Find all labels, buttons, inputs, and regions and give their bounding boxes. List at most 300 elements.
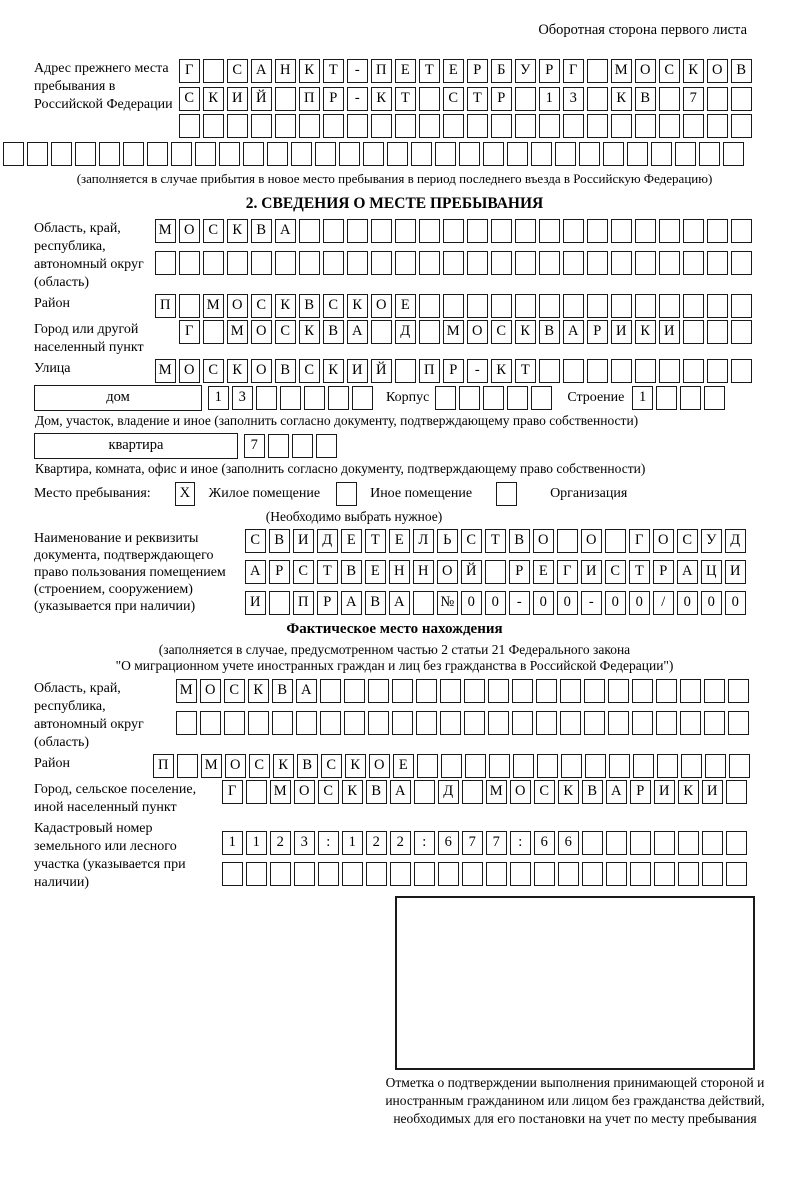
char-cell[interactable] bbox=[702, 862, 723, 886]
char-cell[interactable] bbox=[491, 114, 512, 138]
char-cell[interactable] bbox=[462, 780, 483, 804]
char-cell[interactable] bbox=[171, 142, 192, 166]
char-cell[interactable] bbox=[659, 251, 680, 275]
char-cell[interactable]: 1 bbox=[208, 386, 229, 410]
char-cell[interactable]: С bbox=[179, 87, 200, 111]
char-cell[interactable] bbox=[611, 219, 632, 243]
char-cell[interactable]: В bbox=[323, 320, 344, 344]
char-cell[interactable]: 1 bbox=[342, 831, 363, 855]
char-cell[interactable]: Е bbox=[393, 754, 414, 778]
char-cell[interactable]: И bbox=[702, 780, 723, 804]
char-cell[interactable]: Д bbox=[438, 780, 459, 804]
char-cell[interactable] bbox=[291, 142, 312, 166]
char-cell[interactable] bbox=[558, 862, 579, 886]
char-cell[interactable]: С bbox=[275, 320, 296, 344]
char-cell[interactable] bbox=[633, 754, 654, 778]
char-cell[interactable] bbox=[728, 711, 749, 735]
char-cell[interactable]: И bbox=[347, 359, 368, 383]
char-cell[interactable] bbox=[563, 114, 584, 138]
char-cell[interactable] bbox=[539, 359, 560, 383]
char-cell[interactable]: В bbox=[509, 529, 530, 553]
char-cell[interactable]: Й bbox=[461, 560, 482, 584]
char-cell[interactable] bbox=[675, 142, 696, 166]
char-cell[interactable]: 1 bbox=[632, 386, 653, 410]
char-cell[interactable] bbox=[459, 386, 480, 410]
char-cell[interactable]: Г bbox=[179, 320, 200, 344]
char-cell[interactable] bbox=[510, 862, 531, 886]
char-cell[interactable] bbox=[512, 679, 533, 703]
char-cell[interactable]: 0 bbox=[605, 591, 626, 615]
char-cell[interactable]: А bbox=[341, 591, 362, 615]
char-cell[interactable] bbox=[608, 711, 629, 735]
char-cell[interactable]: С bbox=[491, 320, 512, 344]
char-cell[interactable] bbox=[464, 679, 485, 703]
char-cell[interactable]: К bbox=[299, 320, 320, 344]
char-cell[interactable] bbox=[587, 251, 608, 275]
char-cell[interactable]: М bbox=[201, 754, 222, 778]
char-cell[interactable] bbox=[726, 831, 747, 855]
char-cell[interactable]: О bbox=[437, 560, 458, 584]
char-cell[interactable]: К bbox=[203, 87, 224, 111]
char-cell[interactable]: С bbox=[659, 59, 680, 83]
char-cell[interactable] bbox=[485, 560, 506, 584]
char-cell[interactable] bbox=[304, 386, 325, 410]
char-cell[interactable] bbox=[292, 434, 313, 458]
char-cell[interactable] bbox=[584, 711, 605, 735]
char-cell[interactable] bbox=[318, 862, 339, 886]
char-cell[interactable] bbox=[435, 386, 456, 410]
char-cell[interactable]: К bbox=[299, 59, 320, 83]
char-cell[interactable] bbox=[275, 251, 296, 275]
char-cell[interactable] bbox=[419, 294, 440, 318]
char-cell[interactable] bbox=[323, 114, 344, 138]
char-cell[interactable] bbox=[368, 679, 389, 703]
char-cell[interactable]: О bbox=[581, 529, 602, 553]
char-cell[interactable] bbox=[656, 711, 677, 735]
char-cell[interactable] bbox=[611, 359, 632, 383]
char-cell[interactable]: О bbox=[510, 780, 531, 804]
char-cell[interactable]: Г bbox=[557, 560, 578, 584]
char-cell[interactable]: О bbox=[369, 754, 390, 778]
char-cell[interactable]: 6 bbox=[558, 831, 579, 855]
char-cell[interactable] bbox=[467, 114, 488, 138]
char-cell[interactable]: М bbox=[486, 780, 507, 804]
char-cell[interactable] bbox=[176, 711, 197, 735]
char-cell[interactable]: Е bbox=[389, 529, 410, 553]
char-cell[interactable] bbox=[539, 114, 560, 138]
char-cell[interactable] bbox=[707, 251, 728, 275]
char-cell[interactable]: М bbox=[227, 320, 248, 344]
char-cell[interactable] bbox=[731, 359, 752, 383]
char-cell[interactable]: Д bbox=[395, 320, 416, 344]
char-cell[interactable] bbox=[371, 219, 392, 243]
char-cell[interactable] bbox=[579, 142, 600, 166]
char-cell[interactable] bbox=[587, 59, 608, 83]
char-cell[interactable]: / bbox=[653, 591, 674, 615]
char-cell[interactable] bbox=[275, 87, 296, 111]
char-cell[interactable]: Р bbox=[467, 59, 488, 83]
char-cell[interactable] bbox=[352, 386, 373, 410]
char-cell[interactable] bbox=[515, 219, 536, 243]
char-cell[interactable] bbox=[339, 142, 360, 166]
char-cell[interactable] bbox=[560, 711, 581, 735]
char-cell[interactable] bbox=[177, 754, 198, 778]
char-cell[interactable]: А bbox=[606, 780, 627, 804]
char-cell[interactable] bbox=[443, 219, 464, 243]
char-cell[interactable] bbox=[270, 862, 291, 886]
char-cell[interactable] bbox=[683, 294, 704, 318]
char-cell[interactable]: К bbox=[635, 320, 656, 344]
char-cell[interactable]: : bbox=[318, 831, 339, 855]
char-cell[interactable] bbox=[726, 862, 747, 886]
char-cell[interactable]: О bbox=[707, 59, 728, 83]
char-cell[interactable] bbox=[440, 711, 461, 735]
char-cell[interactable]: Е bbox=[443, 59, 464, 83]
char-cell[interactable] bbox=[256, 386, 277, 410]
char-cell[interactable] bbox=[280, 386, 301, 410]
char-cell[interactable] bbox=[443, 251, 464, 275]
char-cell[interactable] bbox=[443, 114, 464, 138]
char-cell[interactable] bbox=[702, 831, 723, 855]
char-cell[interactable] bbox=[635, 294, 656, 318]
char-cell[interactable] bbox=[731, 251, 752, 275]
char-cell[interactable]: К bbox=[275, 294, 296, 318]
char-cell[interactable] bbox=[414, 780, 435, 804]
char-cell[interactable]: О bbox=[294, 780, 315, 804]
char-cell[interactable]: О bbox=[179, 359, 200, 383]
char-cell[interactable] bbox=[659, 294, 680, 318]
char-cell[interactable]: М bbox=[270, 780, 291, 804]
char-cell[interactable]: С bbox=[299, 359, 320, 383]
char-cell[interactable] bbox=[731, 87, 752, 111]
char-cell[interactable]: 0 bbox=[485, 591, 506, 615]
char-cell[interactable] bbox=[557, 529, 578, 553]
char-cell[interactable]: О bbox=[251, 320, 272, 344]
char-cell[interactable] bbox=[227, 251, 248, 275]
char-cell[interactable] bbox=[584, 679, 605, 703]
char-cell[interactable]: О bbox=[467, 320, 488, 344]
char-cell[interactable] bbox=[395, 359, 416, 383]
char-cell[interactable] bbox=[395, 114, 416, 138]
char-cell[interactable]: В bbox=[297, 754, 318, 778]
char-cell[interactable]: В bbox=[269, 529, 290, 553]
char-cell[interactable] bbox=[659, 87, 680, 111]
char-cell[interactable]: 2 bbox=[390, 831, 411, 855]
char-cell[interactable]: П bbox=[419, 359, 440, 383]
char-cell[interactable]: В bbox=[299, 294, 320, 318]
char-cell[interactable] bbox=[294, 862, 315, 886]
char-cell[interactable] bbox=[537, 754, 558, 778]
char-cell[interactable]: Т bbox=[485, 529, 506, 553]
char-cell[interactable]: С bbox=[534, 780, 555, 804]
char-cell[interactable]: И bbox=[293, 529, 314, 553]
char-cell[interactable]: Е bbox=[395, 294, 416, 318]
char-cell[interactable] bbox=[27, 142, 48, 166]
char-cell[interactable] bbox=[491, 251, 512, 275]
char-cell[interactable]: X bbox=[175, 482, 196, 506]
char-cell[interactable] bbox=[555, 142, 576, 166]
char-cell[interactable] bbox=[707, 294, 728, 318]
char-cell[interactable] bbox=[659, 219, 680, 243]
char-cell[interactable] bbox=[486, 862, 507, 886]
char-cell[interactable] bbox=[657, 754, 678, 778]
char-cell[interactable] bbox=[704, 386, 725, 410]
char-cell[interactable]: О bbox=[225, 754, 246, 778]
char-cell[interactable]: Р bbox=[269, 560, 290, 584]
char-cell[interactable] bbox=[395, 219, 416, 243]
char-cell[interactable] bbox=[683, 219, 704, 243]
char-cell[interactable] bbox=[728, 679, 749, 703]
char-cell[interactable] bbox=[563, 219, 584, 243]
char-cell[interactable]: Е bbox=[395, 59, 416, 83]
char-cell[interactable] bbox=[539, 251, 560, 275]
char-cell[interactable] bbox=[323, 251, 344, 275]
char-cell[interactable] bbox=[347, 219, 368, 243]
char-cell[interactable]: С bbox=[323, 294, 344, 318]
char-cell[interactable] bbox=[419, 114, 440, 138]
char-cell[interactable] bbox=[344, 711, 365, 735]
char-cell[interactable] bbox=[268, 434, 289, 458]
char-cell[interactable] bbox=[491, 219, 512, 243]
char-cell[interactable] bbox=[513, 754, 534, 778]
char-cell[interactable]: С bbox=[318, 780, 339, 804]
char-cell[interactable]: Р bbox=[443, 359, 464, 383]
char-cell[interactable] bbox=[411, 142, 432, 166]
char-cell[interactable]: И bbox=[245, 591, 266, 615]
char-cell[interactable] bbox=[507, 142, 528, 166]
char-cell[interactable]: 3 bbox=[563, 87, 584, 111]
char-cell[interactable] bbox=[342, 862, 363, 886]
char-cell[interactable]: Д bbox=[725, 529, 746, 553]
char-cell[interactable] bbox=[659, 114, 680, 138]
char-cell[interactable] bbox=[467, 294, 488, 318]
char-cell[interactable] bbox=[272, 711, 293, 735]
char-cell[interactable]: И bbox=[654, 780, 675, 804]
char-cell[interactable] bbox=[587, 87, 608, 111]
char-cell[interactable] bbox=[726, 780, 747, 804]
char-cell[interactable] bbox=[707, 87, 728, 111]
char-cell[interactable] bbox=[539, 219, 560, 243]
char-cell[interactable] bbox=[489, 754, 510, 778]
char-cell[interactable] bbox=[299, 251, 320, 275]
char-cell[interactable] bbox=[707, 359, 728, 383]
char-cell[interactable]: 3 bbox=[294, 831, 315, 855]
char-cell[interactable]: Р bbox=[630, 780, 651, 804]
char-cell[interactable]: 0 bbox=[629, 591, 650, 615]
char-cell[interactable] bbox=[635, 251, 656, 275]
char-cell[interactable]: С bbox=[245, 529, 266, 553]
char-cell[interactable] bbox=[316, 434, 337, 458]
char-cell[interactable] bbox=[656, 386, 677, 410]
char-cell[interactable] bbox=[203, 59, 224, 83]
char-cell[interactable] bbox=[654, 831, 675, 855]
char-cell[interactable]: 7 bbox=[462, 831, 483, 855]
char-cell[interactable] bbox=[435, 142, 456, 166]
char-cell[interactable]: К bbox=[678, 780, 699, 804]
char-cell[interactable]: У bbox=[701, 529, 722, 553]
char-cell[interactable] bbox=[563, 359, 584, 383]
char-cell[interactable] bbox=[699, 142, 720, 166]
char-cell[interactable] bbox=[419, 320, 440, 344]
char-cell[interactable] bbox=[51, 142, 72, 166]
char-cell[interactable] bbox=[605, 529, 626, 553]
char-cell[interactable]: К bbox=[342, 780, 363, 804]
char-cell[interactable]: Е bbox=[365, 560, 386, 584]
char-cell[interactable] bbox=[704, 679, 725, 703]
char-cell[interactable]: К bbox=[227, 359, 248, 383]
char-cell[interactable] bbox=[534, 862, 555, 886]
char-cell[interactable] bbox=[707, 219, 728, 243]
char-cell[interactable]: В bbox=[272, 679, 293, 703]
char-cell[interactable] bbox=[531, 386, 552, 410]
char-cell[interactable] bbox=[123, 142, 144, 166]
char-cell[interactable] bbox=[416, 679, 437, 703]
char-cell[interactable]: - bbox=[347, 59, 368, 83]
char-cell[interactable] bbox=[419, 87, 440, 111]
char-cell[interactable]: К bbox=[347, 294, 368, 318]
char-cell[interactable]: - bbox=[581, 591, 602, 615]
char-cell[interactable]: О bbox=[371, 294, 392, 318]
char-cell[interactable]: 7 bbox=[683, 87, 704, 111]
char-cell[interactable] bbox=[417, 754, 438, 778]
char-cell[interactable] bbox=[315, 142, 336, 166]
char-cell[interactable]: Е bbox=[341, 529, 362, 553]
char-cell[interactable] bbox=[515, 87, 536, 111]
char-cell[interactable]: 3 bbox=[232, 386, 253, 410]
char-cell[interactable] bbox=[299, 114, 320, 138]
char-cell[interactable]: В bbox=[582, 780, 603, 804]
char-cell[interactable] bbox=[371, 320, 392, 344]
char-cell[interactable] bbox=[587, 359, 608, 383]
char-cell[interactable]: К bbox=[491, 359, 512, 383]
char-cell[interactable] bbox=[366, 862, 387, 886]
char-cell[interactable]: - bbox=[509, 591, 530, 615]
char-cell[interactable] bbox=[371, 114, 392, 138]
char-cell[interactable] bbox=[656, 679, 677, 703]
char-cell[interactable]: Н bbox=[389, 560, 410, 584]
char-cell[interactable] bbox=[99, 142, 120, 166]
char-cell[interactable] bbox=[680, 386, 701, 410]
char-cell[interactable]: К bbox=[371, 87, 392, 111]
char-cell[interactable] bbox=[419, 219, 440, 243]
char-cell[interactable] bbox=[704, 711, 725, 735]
char-cell[interactable]: О bbox=[179, 219, 200, 243]
char-cell[interactable] bbox=[251, 251, 272, 275]
char-cell[interactable] bbox=[413, 591, 434, 615]
char-cell[interactable] bbox=[582, 862, 603, 886]
char-cell[interactable]: 0 bbox=[533, 591, 554, 615]
char-cell[interactable]: Р bbox=[587, 320, 608, 344]
char-cell[interactable]: 1 bbox=[539, 87, 560, 111]
char-cell[interactable]: У bbox=[515, 59, 536, 83]
char-cell[interactable] bbox=[392, 711, 413, 735]
char-cell[interactable] bbox=[680, 679, 701, 703]
char-cell[interactable]: Р bbox=[317, 591, 338, 615]
char-cell[interactable]: Т bbox=[395, 87, 416, 111]
char-cell[interactable]: Р bbox=[509, 560, 530, 584]
char-cell[interactable] bbox=[606, 831, 627, 855]
char-cell[interactable] bbox=[609, 754, 630, 778]
char-cell[interactable] bbox=[246, 780, 267, 804]
char-cell[interactable]: А bbox=[251, 59, 272, 83]
char-cell[interactable] bbox=[179, 294, 200, 318]
char-cell[interactable]: Н bbox=[413, 560, 434, 584]
char-cell[interactable] bbox=[248, 711, 269, 735]
char-cell[interactable]: № bbox=[437, 591, 458, 615]
char-cell[interactable]: А bbox=[563, 320, 584, 344]
char-cell[interactable]: 1 bbox=[246, 831, 267, 855]
char-cell[interactable]: 6 bbox=[438, 831, 459, 855]
char-cell[interactable]: Р bbox=[323, 87, 344, 111]
char-cell[interactable] bbox=[560, 679, 581, 703]
char-cell[interactable]: 0 bbox=[701, 591, 722, 615]
char-cell[interactable]: Г bbox=[179, 59, 200, 83]
char-cell[interactable]: С bbox=[227, 59, 248, 83]
char-cell[interactable]: К bbox=[227, 219, 248, 243]
char-cell[interactable] bbox=[483, 386, 504, 410]
char-cell[interactable] bbox=[390, 862, 411, 886]
char-cell[interactable]: О bbox=[653, 529, 674, 553]
char-cell[interactable]: Л bbox=[413, 529, 434, 553]
char-cell[interactable]: М bbox=[176, 679, 197, 703]
char-cell[interactable] bbox=[440, 679, 461, 703]
char-cell[interactable] bbox=[219, 142, 240, 166]
char-cell[interactable]: В bbox=[341, 560, 362, 584]
char-cell[interactable]: В bbox=[731, 59, 752, 83]
char-cell[interactable] bbox=[587, 114, 608, 138]
char-cell[interactable]: 2 bbox=[270, 831, 291, 855]
char-cell[interactable]: Ь bbox=[437, 529, 458, 553]
char-cell[interactable] bbox=[323, 219, 344, 243]
char-cell[interactable] bbox=[536, 711, 557, 735]
char-cell[interactable] bbox=[496, 482, 517, 506]
char-cell[interactable] bbox=[419, 251, 440, 275]
char-cell[interactable] bbox=[632, 711, 653, 735]
char-cell[interactable]: 0 bbox=[725, 591, 746, 615]
char-cell[interactable] bbox=[729, 754, 750, 778]
char-cell[interactable] bbox=[587, 294, 608, 318]
char-cell[interactable]: Т bbox=[515, 359, 536, 383]
char-cell[interactable]: : bbox=[414, 831, 435, 855]
char-cell[interactable]: В bbox=[635, 87, 656, 111]
char-cell[interactable]: С bbox=[224, 679, 245, 703]
char-cell[interactable] bbox=[222, 862, 243, 886]
char-cell[interactable] bbox=[630, 862, 651, 886]
char-cell[interactable]: К bbox=[345, 754, 366, 778]
char-cell[interactable] bbox=[320, 679, 341, 703]
char-cell[interactable] bbox=[512, 711, 533, 735]
char-cell[interactable] bbox=[678, 862, 699, 886]
char-cell[interactable]: С bbox=[321, 754, 342, 778]
char-cell[interactable]: В bbox=[365, 591, 386, 615]
char-cell[interactable]: Г bbox=[563, 59, 584, 83]
char-cell[interactable] bbox=[462, 862, 483, 886]
char-cell[interactable]: С bbox=[249, 754, 270, 778]
char-cell[interactable] bbox=[179, 114, 200, 138]
char-cell[interactable]: С bbox=[251, 294, 272, 318]
char-cell[interactable] bbox=[344, 679, 365, 703]
char-cell[interactable] bbox=[611, 251, 632, 275]
char-cell[interactable]: В bbox=[275, 359, 296, 383]
char-cell[interactable]: 7 bbox=[486, 831, 507, 855]
char-cell[interactable]: Г bbox=[222, 780, 243, 804]
char-cell[interactable]: С bbox=[605, 560, 626, 584]
char-cell[interactable] bbox=[611, 294, 632, 318]
char-cell[interactable]: Р bbox=[539, 59, 560, 83]
char-cell[interactable] bbox=[731, 219, 752, 243]
char-cell[interactable] bbox=[347, 251, 368, 275]
char-cell[interactable]: 0 bbox=[461, 591, 482, 615]
